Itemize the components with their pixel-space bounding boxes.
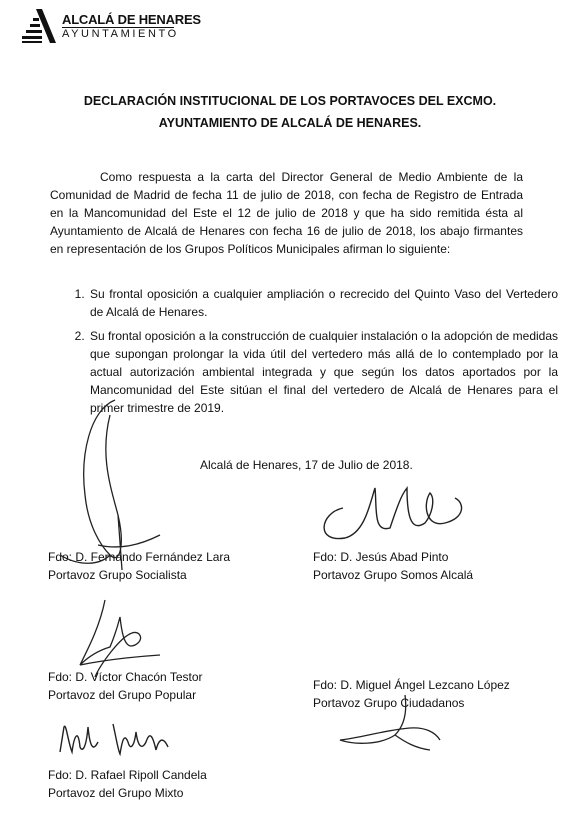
- signatory-block-mixto: [48, 766, 207, 802]
- signatory-role: Portavoz del Grupo Mixto: [48, 786, 184, 800]
- declaration-points: [54, 285, 558, 423]
- signatory-block-socialista: [48, 548, 230, 584]
- org-name: ALCALÁ DE HENARES: [62, 12, 201, 27]
- intro-paragraph: Como respuesta a la carta del Director General de Medio Ambiente de la Comunidad de Madrid de fecha 11 de julio de 2018, con fecha de Registro de Entrada en la Mancomunidad del Este el 12 de julio de 2018 y que ha sido remitida ésta al Ayuntamiento de Alcalá de Henares con fecha 16 de julio de 2018, los abajo firmantes en representación de los Grupos Políticos Municipales afirman lo siguiente:: [50, 170, 523, 256]
- signatory-name: Fdo: D. Jesús Abad Pinto: [313, 550, 449, 564]
- point-item: 1. Su frontal oposición a cualquier ampliación o recrecido del Quinto Vaso del Vertedero de Alcalá de Henares.: [88, 285, 558, 321]
- signatory-name: Fdo: D. Rafael Ripoll Candela: [48, 768, 207, 782]
- signatory-role: Portavoz del Grupo Popular: [48, 688, 197, 702]
- signatory-role: Portavoz Grupo Ciudadanos: [313, 696, 465, 710]
- point-item: 2. Su frontal oposición a la construcción de cualquier instalación o la adopción de medidas que supongan prolongar la vida útil del vertedero más allá de lo contemplado por la actual autorización ambiental integrada y que según los datos aportados por la Mancomunidad del Este sitúan el final del vertedero de Alcalá de Henares para el primer trimestre de 2019.: [88, 327, 558, 417]
- city-logo-icon: [20, 8, 58, 44]
- signatory-block-popular: [48, 668, 203, 704]
- signatory-name: Fdo: D. Fernando Fernández Lara: [48, 550, 231, 564]
- place-date: Alcalá de Henares, 17 de Julio de 2018.: [200, 458, 413, 472]
- signature-abad: [315, 478, 475, 553]
- document-title: [60, 90, 520, 134]
- signatory-name: Fdo: D. Miguel Ángel Lezcano López: [313, 678, 510, 692]
- signatory-role: Portavoz Grupo Somos Alcalá: [313, 568, 474, 582]
- title-line-1: DECLARACIÓN INSTITUCIONAL DE LOS PORTAVOCES DEL EXCMO.: [83, 94, 497, 108]
- signatory-block-ciudadanos: [313, 676, 510, 712]
- signatory-role: Portavoz Grupo Socialista: [48, 568, 187, 582]
- title-line-2: AYUNTAMIENTO DE ALCALÁ DE HENARES.: [158, 116, 422, 130]
- org-subtitle: AYUNTAMIENTO: [62, 28, 179, 40]
- signatory-name: Fdo: D. Víctor Chacón Testor: [48, 670, 203, 684]
- signatory-block-somos-alcala: [313, 548, 473, 584]
- signature-ripoll: [58, 712, 178, 762]
